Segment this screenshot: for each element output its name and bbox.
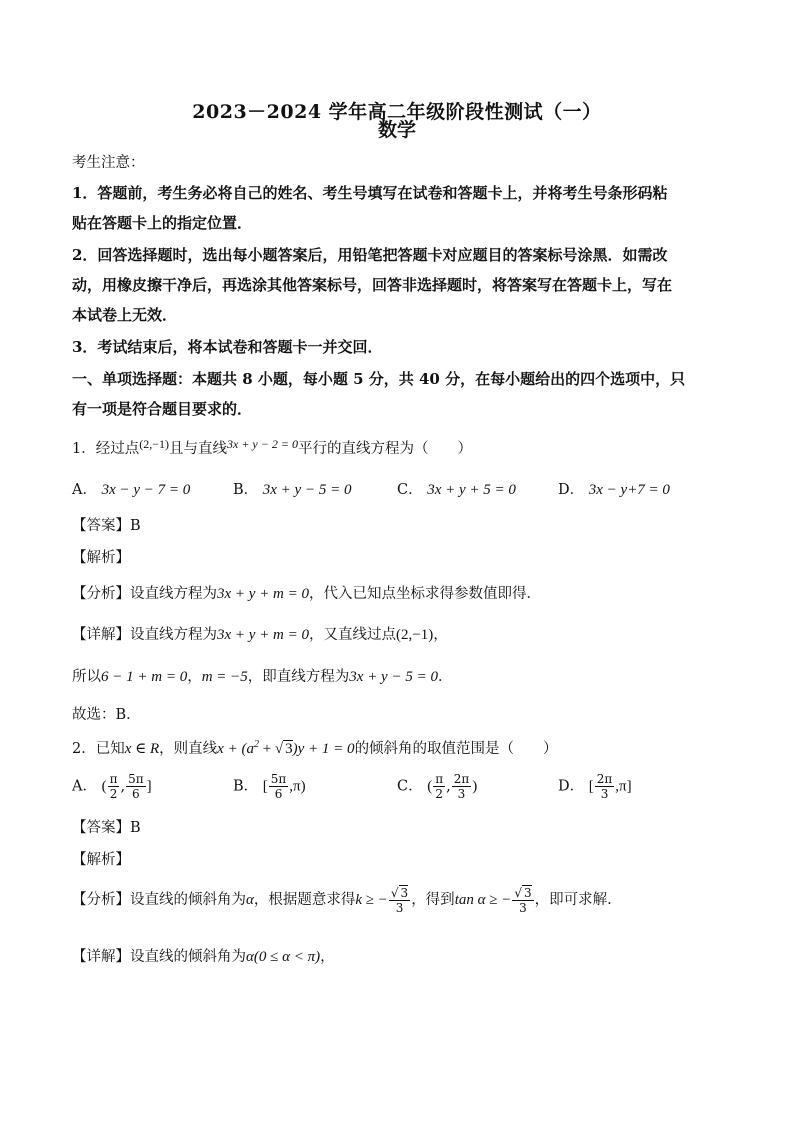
q1-fenxi-text1: 设直线方程为: [130, 586, 217, 602]
q2-option-d-label: D．: [558, 778, 585, 795]
q1-option-b: [233, 478, 351, 499]
q2-stem: [72, 737, 558, 758]
subject-title: 数学: [377, 119, 416, 141]
q1-mid: 且与直线: [169, 441, 227, 457]
notice-item1-line2: 贴在答题卡上的指定位置．: [72, 214, 253, 232]
q2-fenxi-text3: ，得到: [411, 892, 455, 908]
q1-suffix: 平行的直线方程为（ ）: [297, 441, 472, 457]
q2-option-a-num1: π: [109, 772, 118, 786]
q2-fenxi-alpha: α: [246, 892, 254, 908]
q2-option-d: [558, 772, 632, 801]
notice-item3: 3．考试结束后，将本试卷和答题卡一并交回．: [72, 338, 383, 356]
q2-option-d-tail: ,π]: [615, 778, 632, 795]
q1-solve-text3: ，即直线方程为: [247, 669, 350, 685]
q1-xiangjie-tag: 【详解】: [72, 627, 130, 643]
q1-option-c: [397, 478, 516, 499]
notice-item2-line3: 本试卷上无效．: [72, 306, 178, 324]
q2-fenxi-tan: tan α ≥ −: [454, 892, 512, 908]
exam-title: 2023－2024 学年高二年级阶段性测试（一）: [192, 101, 602, 123]
q2-option-a-close: ]: [146, 778, 152, 795]
q2-option-a: A． ( $\frac{\pi}{2}$ , $\frac{5\pi}{6}$ ]: [72, 772, 152, 801]
q2-option-b-label: B．: [233, 778, 259, 795]
q1-solve-eq3: 3x + y − 5 = 0: [349, 669, 438, 685]
q1-option-b-label: B．: [233, 482, 259, 498]
q2-line-eq-sqrt: 3: [285, 741, 293, 757]
q1-solve-eq1: 6 − 1 + m = 0: [101, 669, 188, 685]
q2-option-b-tail: ,π): [289, 778, 306, 795]
q1-fenxi-text2: ，代入已知点坐标求得参数值即得．: [309, 586, 542, 602]
q1-xiangjie-text2: ，又直线过点: [309, 627, 397, 643]
q2-xiangjie-range: α(0 ≤ α < π): [246, 949, 321, 965]
q1-prefix: 1．经过点: [72, 441, 140, 457]
q1-option-d: [558, 478, 670, 499]
q2-xiangjie: [72, 945, 335, 966]
q1-option-c-label: C．: [397, 482, 423, 498]
q2-fenxi-text1: 设直线的倾斜角为: [130, 892, 246, 908]
q2-analysis-tag: 【解析】: [72, 852, 130, 868]
q1-xiangjie-eq: 3x + y + m = 0: [217, 627, 310, 643]
q2-condition: x ∈ R: [124, 741, 160, 757]
q1-answer: 【答案】B: [72, 518, 141, 534]
q1-stem: [72, 437, 472, 458]
q1-solve: [72, 665, 452, 686]
q1-option-a-text: 3x − y − 7 = 0: [101, 482, 191, 498]
q2-xiangjie-tag: 【详解】: [72, 949, 130, 965]
q1-option-b-text: 3x + y − 5 = 0: [262, 482, 352, 498]
q2-line-eq-exponent: 2: [253, 739, 259, 750]
q2-option-a-label: A．: [72, 778, 97, 795]
q2-option-c-den2: 3: [457, 787, 466, 801]
q2-prefix: 2．已知: [72, 741, 125, 757]
q2-option-c: C． ( $\frac{\pi}{2}$ , $\frac{2\pi}{3}$ ): [397, 772, 478, 801]
q2-fenxi-den2: 3: [519, 901, 527, 915]
q2-line-eq-a: x + (a: [217, 741, 254, 757]
q2-option-b-den1: 6: [274, 787, 283, 801]
q2-fenxi-sqrt2: 3: [524, 886, 532, 900]
q2-option-b-open: [: [262, 778, 268, 795]
q1-option-d-label: D．: [558, 482, 585, 498]
q1-fenxi-eq: 3x + y + m = 0: [217, 586, 310, 602]
q2-option-d-open: [: [588, 778, 594, 795]
q2-fenxi-sqrt: 3: [400, 886, 409, 900]
q2-xiangjie-text1: 设直线的倾斜角为: [130, 949, 246, 965]
q2-fenxi-den: 3: [395, 901, 404, 915]
q2-fenxi-tag: 【分析】: [72, 892, 130, 908]
q2-line-eq: $x + (a^2$ + √ 3)y + 1 = 0: [217, 739, 355, 757]
q2-option-a-den1: 2: [109, 787, 118, 801]
q1-fenxi: [72, 582, 541, 603]
q2-option-c-close: ): [472, 778, 478, 795]
q2-fenxi-text4: ，即可求解.: [534, 892, 612, 908]
q2-xiangjie-text2: ，: [320, 949, 335, 965]
q2-option-c-num2: 2π: [453, 772, 470, 786]
q1-xiangjie-point: (2,−1): [396, 627, 434, 643]
q1-point: (2,−1): [139, 437, 169, 451]
q1-solve-text4: ．: [437, 669, 453, 685]
q1-option-a: [72, 478, 190, 499]
q1-option-d-text: 3x − y+7 = 0: [588, 482, 670, 498]
section1-heading-line2: 有一项是符合题目要求的．: [72, 400, 253, 418]
q2-option-c-open: (: [427, 778, 433, 795]
notice-item2-line1: 2．回答选择题时，选出每小题答案后，用铅笔把答题卡对应题目的答案标号涂黑．如需改: [72, 246, 668, 264]
q2-mid: ，则直线: [159, 741, 218, 757]
notice-item2-line2: 动，用橡皮擦干净后，再选涂其他答案标号，回答非选择题时，将答案写在答题卡上，写在: [72, 276, 673, 294]
q2-option-d-num1: 2π: [596, 772, 613, 786]
q1-solve-text1: 所以: [72, 669, 101, 685]
q2-option-b-num1: 5π: [270, 772, 287, 786]
q1-choice: 故选：B．: [72, 707, 141, 723]
q1-solve-eq2: m = −5: [201, 669, 248, 685]
q2-option-b: [233, 772, 306, 801]
q2-fenxi-text2: ，根据题意求得: [253, 892, 356, 908]
q2-fenxi-k: k ≥ −: [355, 892, 388, 908]
q1-option-c-text: 3x + y + 5 = 0: [427, 482, 516, 498]
q1-fenxi-tag: 【分析】: [72, 586, 130, 602]
q1-option-a-label: A．: [72, 482, 97, 498]
q1-xiangjie: [72, 623, 448, 644]
q2-answer: 【答案】B: [72, 820, 141, 836]
q1-xiangjie-text1: 设直线方程为: [130, 627, 217, 643]
q1-solve-text2: ，: [187, 669, 202, 685]
section1-heading-line1: 一、单项选择题：本题共 8 小题，每小题 5 分，共 40 分，在每小题给出的四个选项中，只: [72, 370, 686, 388]
q2-option-a-open: (: [101, 778, 107, 795]
notice-item1-line1: 1．答题前，考生务必将自己的姓名、考生号填写在试卷和答题卡上，并将考生号条形码粘: [72, 184, 668, 202]
q2-line-eq-c: )y + 1 = 0: [292, 741, 355, 757]
q2-option-a-den2: 6: [132, 787, 140, 801]
q1-analysis-tag: 【解析】: [72, 550, 130, 566]
q2-suffix: 的倾斜角的取值范围是（ ）: [354, 741, 558, 757]
q1-line-eq: 3x + y − 2 = 0: [227, 437, 298, 451]
q2-option-c-den1: 2: [435, 787, 443, 801]
notice-heading: 考生注意：: [72, 155, 145, 171]
q2-line-eq-b: +: [258, 741, 275, 757]
q2-option-c-num1: π: [435, 772, 444, 786]
q2-option-a-num2: 5π: [128, 772, 144, 786]
q2-option-d-den1: 3: [600, 787, 609, 801]
q1-xiangjie-text3: ，: [433, 627, 448, 643]
q2-fenxi: 【分析】设直线的倾斜角为α，根据题意求得k ≥ − $\frac{√ 3}{3}$ ，得到tan α ≥ − $\frac{√ 3}{3}$ ，即可求解.: [72, 886, 612, 915]
q2-option-c-label: C．: [397, 778, 423, 795]
